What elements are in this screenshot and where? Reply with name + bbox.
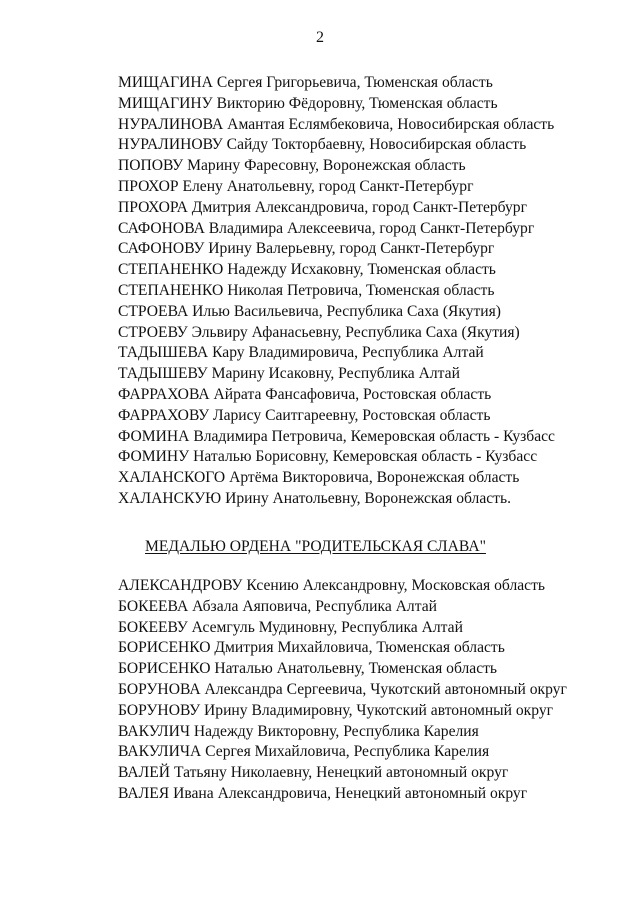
list-item: ХАЛАНСКОГО Артёма Викторовича, Воронежская область bbox=[118, 469, 520, 487]
list-item: БОРИСЕНКО Дмитрия Михайловича, Тюменская область bbox=[118, 639, 505, 657]
list-item: АЛЕКСАНДРОВУ Ксению Александровну, Московская область bbox=[118, 577, 546, 594]
list-item: САФОНОВУ Ирину Валерьевну, город Санкт-Петербург bbox=[118, 240, 495, 258]
list-item: НУРАЛИНОВА Амантая Еслямбековича, Новосибирская область bbox=[118, 115, 555, 133]
list-item: БОРУНОВУ Ирину Владимировну, Чукотский автономный округ bbox=[118, 701, 554, 719]
list-item: ПОПОВУ Марину Фаресовну, Воронежская область bbox=[118, 157, 466, 175]
list-item: СТРОЕВУ Эльвиру Афанасьевну, Республика Саха (Якутия) bbox=[118, 323, 520, 341]
list-item: СТЕПАНЕНКО Надежду Исхаковну, Тюменская область bbox=[118, 261, 496, 279]
list-item: ХАЛАНСКУЮ Ирину Анатольевну, Воронежская область. bbox=[118, 489, 511, 507]
list-item: ВАКУЛИЧА Сергея Михайловича, Республика Карелия bbox=[118, 743, 490, 761]
page-number: 2 bbox=[316, 29, 324, 46]
list-item: ВАКУЛИЧ Надежду Викторовну, Республика Карелия bbox=[118, 722, 479, 740]
list-item: САФОНОВА Владимира Алексеевича, город Санкт-Петербург bbox=[118, 219, 535, 237]
list-item: ПРОХОР Елену Анатольевну, город Санкт-Петербург bbox=[118, 177, 474, 195]
list-item: ФАРРАХОВУ Ларису Саитгареевну, Ростовская область bbox=[118, 406, 491, 424]
list-item: ПРОХОРА Дмитрия Александровича, город Санкт-Петербург bbox=[118, 198, 527, 216]
list-item: ФОМИНА Владимира Петровича, Кемеровская область - Кузбасс bbox=[118, 427, 555, 445]
list-item: ФАРРАХОВА Айрата Фансафовича, Ростовская область bbox=[118, 385, 492, 403]
list-item: МИЩАГИНУ Викторию Фёдоровну, Тюменская область bbox=[118, 94, 498, 112]
list-item: БОКЕЕВУ Асемгуль Мудиновну, Республика Алтай bbox=[118, 618, 463, 636]
list-item: ФОМИНУ Наталью Борисовну, Кемеровская область - Кузбасс bbox=[118, 448, 538, 466]
section-heading: МЕДАЛЬЮ ОРДЕНА "РОДИТЕЛЬСКАЯ СЛАВА" bbox=[145, 538, 486, 555]
list-item: БОКЕЕВА Абзала Аяповича, Республика Алтай bbox=[118, 597, 437, 615]
list-item: СТЕПАНЕНКО Николая Петровича, Тюменская область bbox=[118, 281, 495, 299]
list-item: БОРИСЕНКО Наталью Анатольевну, Тюменская область bbox=[118, 660, 498, 678]
awardee-list-parental-glory-medal bbox=[118, 576, 567, 805]
list-item: НУРАЛИНОВУ Сайду Токторбаевну, Новосибирская область bbox=[118, 136, 527, 154]
list-item: СТРОЕВА Илью Васильевича, Республика Саха (Якутия) bbox=[118, 302, 501, 320]
list-item: ТАДЫШЕВА Кару Владимировича, Республика Алтай bbox=[118, 344, 484, 362]
list-item: ВАЛЕЙ Татьяну Николаевну, Ненецкий автономный округ bbox=[118, 764, 509, 782]
list-item: МИЩАГИНА Сергея Григорьевича, Тюменская область bbox=[118, 74, 493, 91]
list-item: ТАДЫШЕВУ Марину Исаковну, Республика Алтай bbox=[118, 365, 460, 383]
awardee-list-continued bbox=[118, 73, 555, 510]
list-item: ВАЛЕЯ Ивана Александровича, Ненецкий автономный округ bbox=[118, 784, 528, 802]
list-item: БОРУНОВА Александра Сергеевича, Чукотский автономный округ bbox=[118, 680, 567, 698]
